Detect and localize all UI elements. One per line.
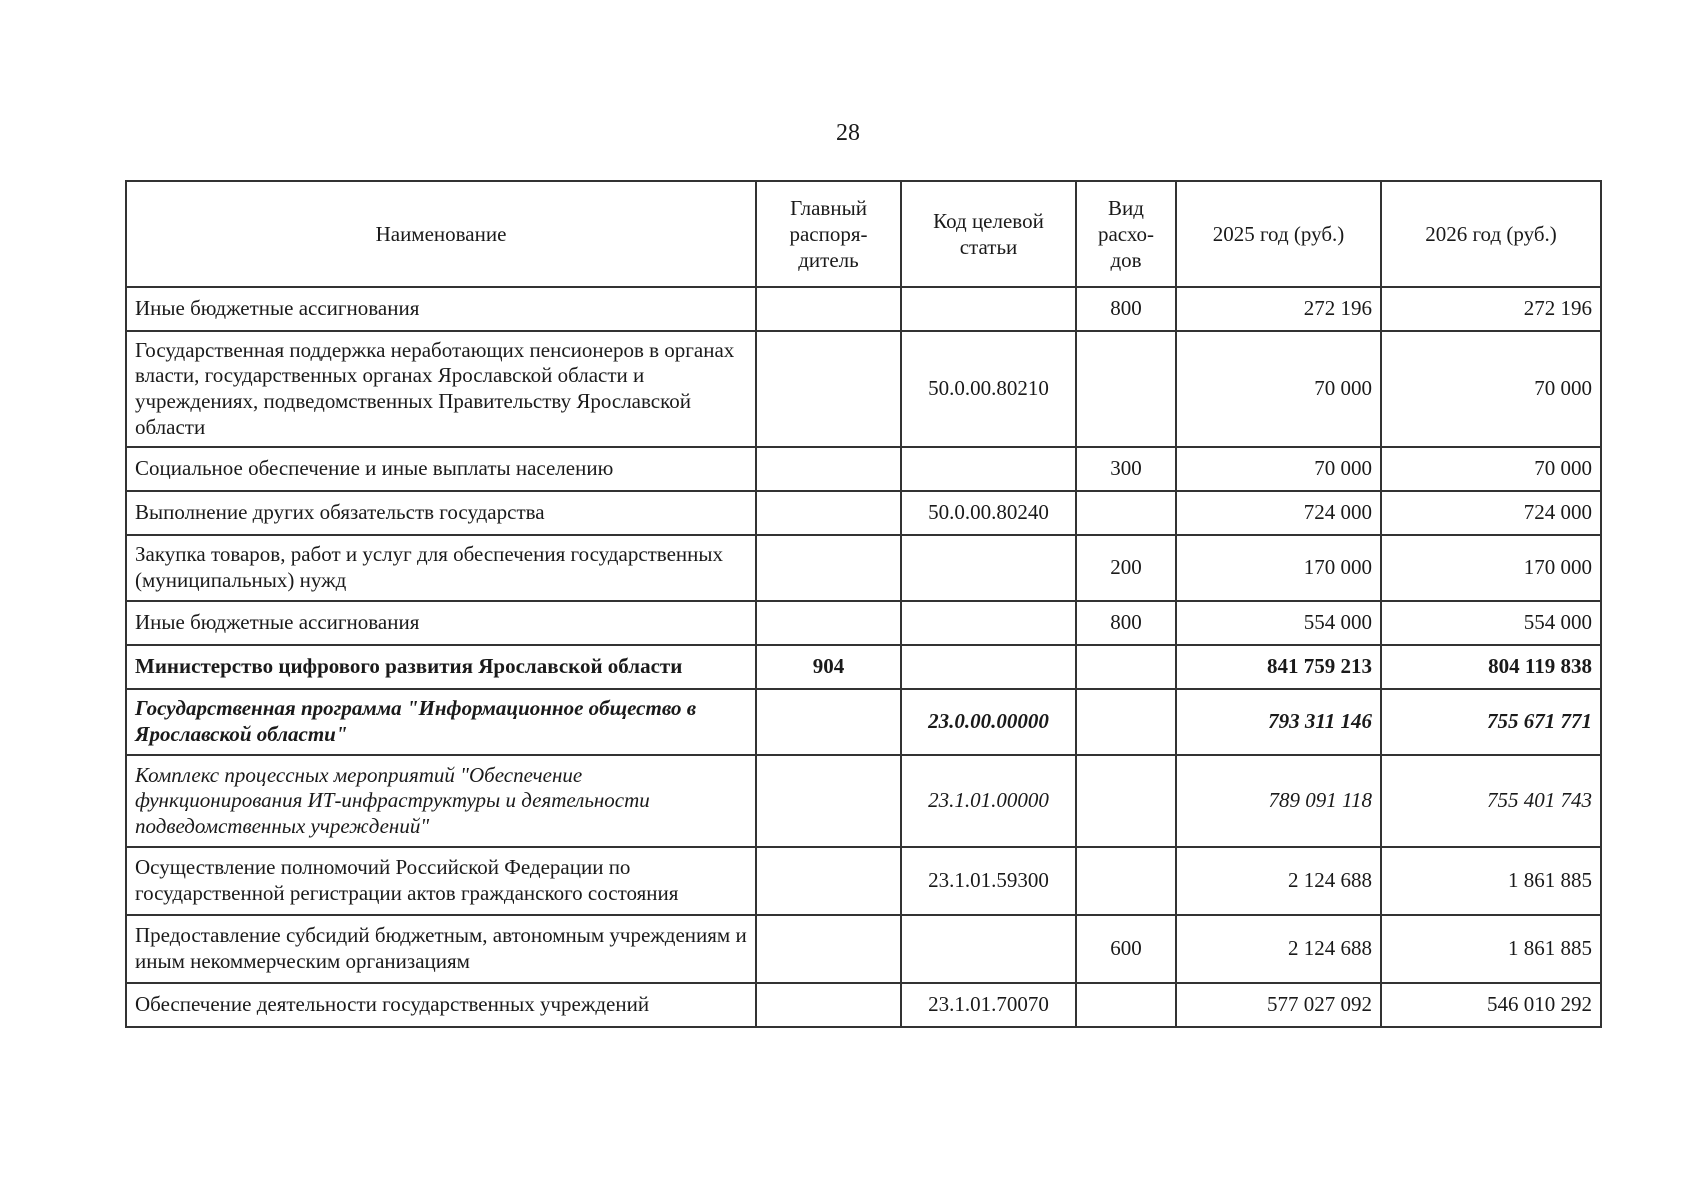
table-row: [126, 491, 1601, 535]
table-row: [126, 915, 1601, 983]
cell-name: Иные бюджетные ассигнования: [126, 287, 756, 331]
cell-vid: [1076, 983, 1176, 1027]
cell-name: Закупка товаров, работ и услуг для обеспечения государственных (муниципальных) нужд: [126, 535, 756, 601]
cell-vid: [1076, 847, 1176, 915]
cell-grbs: [756, 915, 901, 983]
cell-code: [901, 447, 1076, 491]
cell-y2025: 841 759 213: [1176, 645, 1381, 689]
table-row: [126, 689, 1601, 755]
cell-grbs: [756, 755, 901, 847]
cell-y2026: 724 000: [1381, 491, 1601, 535]
cell-vid: [1076, 645, 1176, 689]
cell-name: Выполнение других обязательств государства: [126, 491, 756, 535]
cell-name: Обеспечение деятельности государственных учреждений: [126, 983, 756, 1027]
cell-y2026: 804 119 838: [1381, 645, 1601, 689]
cell-y2026: 70 000: [1381, 331, 1601, 447]
cell-vid: 300: [1076, 447, 1176, 491]
table-row: [126, 331, 1601, 447]
cell-name: Комплекс процессных мероприятий "Обеспечение функционирования ИТ-инфраструктуры и деятельности подведомственных учреждений": [126, 755, 756, 847]
cell-grbs: [756, 491, 901, 535]
cell-vid: [1076, 755, 1176, 847]
cell-y2025: 2 124 688: [1176, 915, 1381, 983]
cell-code: 50.0.00.80240: [901, 491, 1076, 535]
table-row: [126, 287, 1601, 331]
cell-y2026: 1 861 885: [1381, 915, 1601, 983]
cell-code: 23.1.01.00000: [901, 755, 1076, 847]
cell-name: Государственная поддержка неработающих пенсионеров в органах власти, государственных органах Ярославской области и учреждениях, подведомственных Правительству Ярославской области: [126, 331, 756, 447]
cell-y2025: 2 124 688: [1176, 847, 1381, 915]
cell-grbs: [756, 287, 901, 331]
cell-vid: [1076, 491, 1176, 535]
cell-code: 50.0.00.80210: [901, 331, 1076, 447]
cell-code: [901, 601, 1076, 645]
table-row: [126, 755, 1601, 847]
cell-code: [901, 535, 1076, 601]
cell-y2026: 70 000: [1381, 447, 1601, 491]
cell-y2026: 755 401 743: [1381, 755, 1601, 847]
cell-y2026: 170 000: [1381, 535, 1601, 601]
table-row: [126, 447, 1601, 491]
table-header-row: [126, 181, 1601, 287]
cell-y2025: 793 311 146: [1176, 689, 1381, 755]
cell-code: [901, 645, 1076, 689]
cell-name: Осуществление полномочий Российской Федерации по государственной регистрации актов гражданского состояния: [126, 847, 756, 915]
cell-vid: [1076, 689, 1176, 755]
header-2026: 2026 год (руб.): [1381, 181, 1601, 287]
cell-y2025: 789 091 118: [1176, 755, 1381, 847]
cell-name: Министерство цифрового развития Ярославской области: [126, 645, 756, 689]
cell-y2026: 272 196: [1381, 287, 1601, 331]
page-number: 28: [836, 120, 860, 146]
cell-code: [901, 915, 1076, 983]
cell-vid: 200: [1076, 535, 1176, 601]
header-name: Наименование: [126, 181, 756, 287]
table-row: [126, 601, 1601, 645]
cell-y2025: 724 000: [1176, 491, 1381, 535]
cell-name: Государственная программа "Информационное общество в Ярославской области": [126, 689, 756, 755]
cell-name: Предоставление субсидий бюджетным, автономным учреждениям и иным некоммерческим организациям: [126, 915, 756, 983]
cell-y2026: 755 671 771: [1381, 689, 1601, 755]
cell-y2025: 70 000: [1176, 447, 1381, 491]
header-2025: 2025 год (руб.): [1176, 181, 1381, 287]
cell-vid: 600: [1076, 915, 1176, 983]
cell-y2026: 554 000: [1381, 601, 1601, 645]
budget-table: [125, 180, 1602, 1028]
cell-grbs: [756, 689, 901, 755]
table-row: [126, 645, 1601, 689]
cell-grbs: [756, 535, 901, 601]
cell-grbs: [756, 601, 901, 645]
cell-y2026: 546 010 292: [1381, 983, 1601, 1027]
cell-grbs: [756, 847, 901, 915]
cell-code: 23.1.01.59300: [901, 847, 1076, 915]
cell-y2025: 170 000: [1176, 535, 1381, 601]
cell-y2025: 554 000: [1176, 601, 1381, 645]
cell-grbs: 904: [756, 645, 901, 689]
table-row: [126, 535, 1601, 601]
cell-vid: 800: [1076, 601, 1176, 645]
cell-y2025: 577 027 092: [1176, 983, 1381, 1027]
cell-grbs: [756, 447, 901, 491]
cell-vid: 800: [1076, 287, 1176, 331]
header-vid: Вид расхо-дов: [1076, 181, 1176, 287]
cell-name: Социальное обеспечение и иные выплаты населению: [126, 447, 756, 491]
cell-vid: [1076, 331, 1176, 447]
cell-y2025: 70 000: [1176, 331, 1381, 447]
cell-code: 23.0.00.00000: [901, 689, 1076, 755]
cell-code: 23.1.01.70070: [901, 983, 1076, 1027]
header-code: Код целевой статьи: [901, 181, 1076, 287]
cell-y2026: 1 861 885: [1381, 847, 1601, 915]
header-grbs: Главный распоря-дитель: [756, 181, 901, 287]
cell-name: Иные бюджетные ассигнования: [126, 601, 756, 645]
table-row: [126, 847, 1601, 915]
cell-grbs: [756, 983, 901, 1027]
cell-y2025: 272 196: [1176, 287, 1381, 331]
cell-code: [901, 287, 1076, 331]
table-row: [126, 983, 1601, 1027]
cell-grbs: [756, 331, 901, 447]
